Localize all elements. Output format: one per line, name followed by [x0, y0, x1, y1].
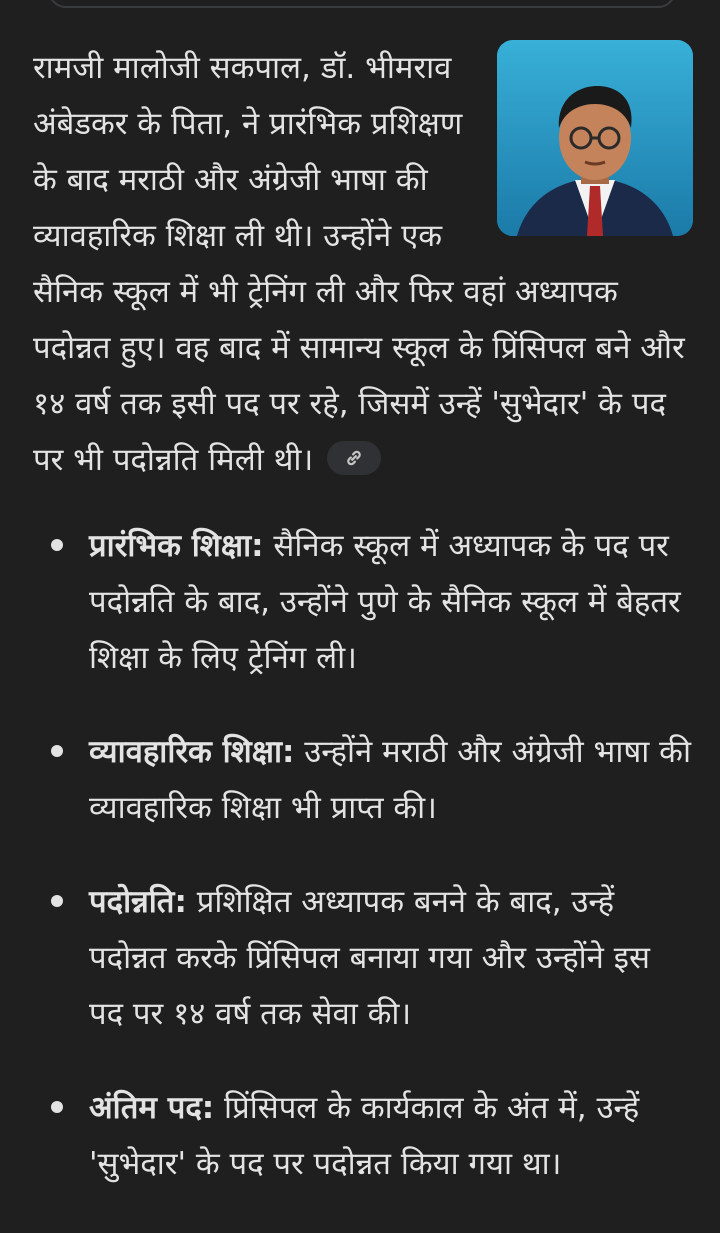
bullet: [51, 1101, 63, 1113]
portrait-image[interactable]: [497, 40, 693, 236]
list-item-term: अंतिम पद:: [89, 1090, 215, 1126]
list-item: [33, 518, 693, 686]
intro-text: रामजी मालोजी सकपाल, डॉ. भीमराव अंबेडकर के पिता, ने प्रारंभिक प्रशिक्षण के बाद मराठी और अंग्रेजी भाषा की व्यावहारिक शिक्षा ली थी। उन्होंने एक सैनिक स्कूल में भी ट्रेनिंग ली और फिर वहां अध्यापक पदोन्नत हुए। वह बाद में सामान्य स्कूल के प्रिंसिपल बने और १४ वर्ष तक इसी पद पर रहे, जिसमें उन्हें 'सुभेदार' के पद पर भी पदोन्नति मिली थी।: [33, 50, 685, 478]
answer-content: [33, 40, 693, 1192]
search-bar-edge[interactable]: [48, 0, 676, 8]
list-item-term: प्रारंभिक शिक्षा:: [89, 528, 264, 564]
list-item-term: पदोन्नति:: [89, 884, 187, 920]
link-icon: [343, 447, 365, 469]
list-item-text: सैनिक स्कूल में अध्यापक के पद पर पदोन्नति के बाद, उन्होंने पुणे के सैनिक स्कूल में बेहतर शिक्षा के लिए ट्रेनिंग ली।: [89, 528, 681, 676]
list-item-text: उन्होंने मराठी और अंग्रेजी भाषा की व्यावहारिक शिक्षा भी प्राप्त की।: [89, 734, 691, 826]
list-item: [33, 874, 693, 1042]
bullet: [51, 895, 63, 907]
list-item: [33, 724, 693, 836]
list-item-text: प्रिंसिपल के कार्यकाल के अंत में, उन्हें 'सुभेदार' के पद पर पदोन्नत किया गया था।: [89, 1090, 640, 1182]
bullet: [51, 539, 63, 551]
list-item: [33, 1080, 693, 1192]
points-list: [33, 518, 693, 1192]
source-link-button[interactable]: [327, 441, 381, 475]
list-item-term: व्यावहारिक शिक्षा:: [89, 734, 295, 770]
portrait-photo: [497, 40, 693, 236]
list-item-text: प्रशिक्षित अध्यापक बनने के बाद, उन्हें पदोन्नत करके प्रिंसिपल बनाया गया और उन्होंने इस पद पर १४ वर्ष तक सेवा की।: [89, 884, 650, 1032]
bullet: [51, 745, 63, 757]
